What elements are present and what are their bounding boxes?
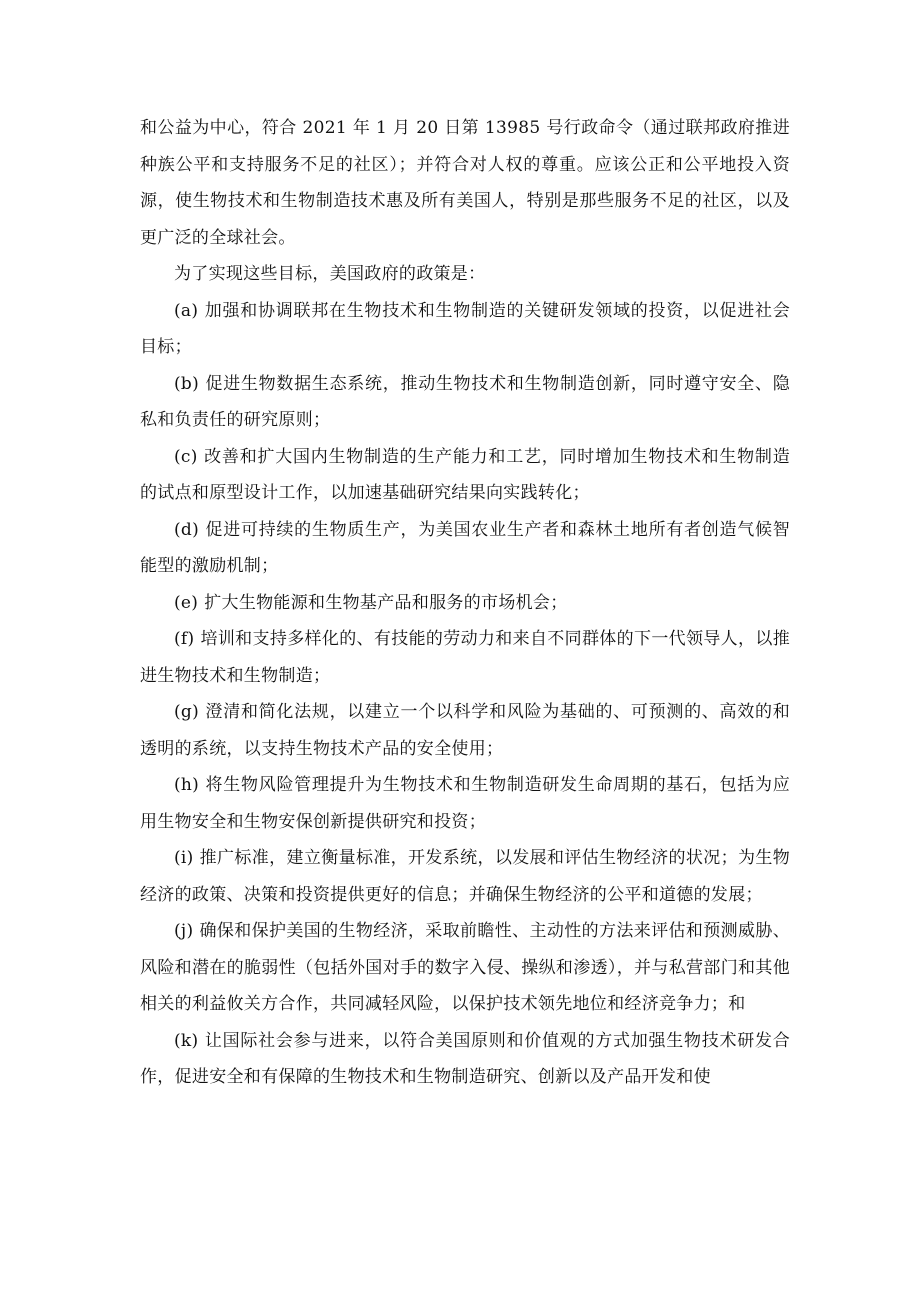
list-marker: (h) bbox=[174, 775, 200, 795]
list-marker: (b) bbox=[174, 373, 200, 394]
list-item-g bbox=[140, 694, 790, 767]
paragraph-text: 为了实现这些目标，美国政府的政策是： bbox=[174, 264, 486, 284]
list-marker: (j) bbox=[174, 921, 194, 941]
list-item-f bbox=[140, 621, 790, 694]
paragraph-policy-lead bbox=[140, 256, 790, 293]
list-item-h bbox=[140, 767, 790, 840]
list-item-k bbox=[140, 1023, 790, 1096]
paragraph-intro-continuation bbox=[140, 110, 790, 256]
list-marker: (g) bbox=[174, 702, 200, 722]
list-marker: (a) bbox=[174, 300, 199, 321]
list-marker: (f) bbox=[174, 629, 195, 649]
list-item-d bbox=[140, 512, 790, 585]
list-item-text: 将生物风险管理提升为生物技术和生物制造研发生命周期的基石，包括为应用生物安全和生物安保创新提供研究和投资； bbox=[140, 775, 790, 832]
list-marker: (c) bbox=[174, 446, 198, 467]
list-marker: (k) bbox=[174, 1030, 199, 1051]
list-item-b bbox=[140, 366, 790, 439]
list-marker: (e) bbox=[174, 592, 199, 613]
list-item-text: 促进生物数据生态系统，推动生物技术和生物制造创新，同时遵守安全、隐私和负责任的研究原则； bbox=[140, 373, 790, 430]
list-item-text: 促进可持续的生物质生产，为美国农业生产者和森林土地所有者创造气候智能型的激励机制； bbox=[140, 519, 790, 576]
list-marker: (i) bbox=[174, 848, 194, 868]
list-item-c bbox=[140, 439, 790, 512]
list-item-text: 培训和支持多样化的、有技能的劳动力和来自不同群体的下一代领导人，以推进生物技术和生物制造； bbox=[140, 629, 790, 686]
list-item-text: 加强和协调联邦在生物技术和生物制造的关键研发领域的投资，以促进社会目标； bbox=[140, 300, 790, 357]
list-item-i bbox=[140, 840, 790, 913]
list-item-text: 扩大生物能源和生物基产品和服务的市场机会； bbox=[204, 592, 568, 613]
list-item-text: 让国际社会参与进来，以符合美国原则和价值观的方式加强生物技术研发合作，促进安全和有保障的生物技术和生物制造研究、创新以及产品开发和使 bbox=[140, 1030, 790, 1087]
list-marker: (d) bbox=[174, 519, 200, 540]
list-item-e bbox=[140, 585, 790, 622]
list-item-text: 改善和扩大国内生物制造的生产能力和工艺，同时增加生物技术和生物制造的试点和原型设计工作，以加速基础研究结果向实践转化； bbox=[140, 446, 790, 503]
list-item-j bbox=[140, 913, 790, 1023]
list-item-text: 确保和保护美国的生物经济，采取前瞻性、主动性的方法来评估和预测威胁、风险和潜在的脆弱性（包括外国对手的数字入侵、操纵和渗透），并与私营部门和其他相关的利益攸关方合作，共同减轻风险，以保护技术领先地位和经济竞争力；和 bbox=[140, 921, 790, 1014]
document-body bbox=[140, 110, 790, 1096]
list-item-text: 澄清和简化法规，以建立一个以科学和风险为基础的、可预测的、高效的和透明的系统，以支持生物技术产品的安全使用； bbox=[140, 702, 790, 759]
list-item-text: 推广标准，建立衡量标准，开发系统，以发展和评估生物经济的状况；为生物经济的政策、决策和投资提供更好的信息；并确保生物经济的公平和道德的发展； bbox=[140, 848, 790, 905]
list-item-a bbox=[140, 293, 790, 366]
paragraph-text: 和公益为中心，符合 2021 年 1 月 20 日第 13985 号行政命令（通过联邦政府推进种族公平和支持服务不足的社区）；并符合对人权的尊重。应该公正和公平地投入资源，使生物技术和生物制造技术惠及所有美国人，特别是那些服务不足的社区，以及更广泛的全球社会。 bbox=[140, 118, 790, 248]
